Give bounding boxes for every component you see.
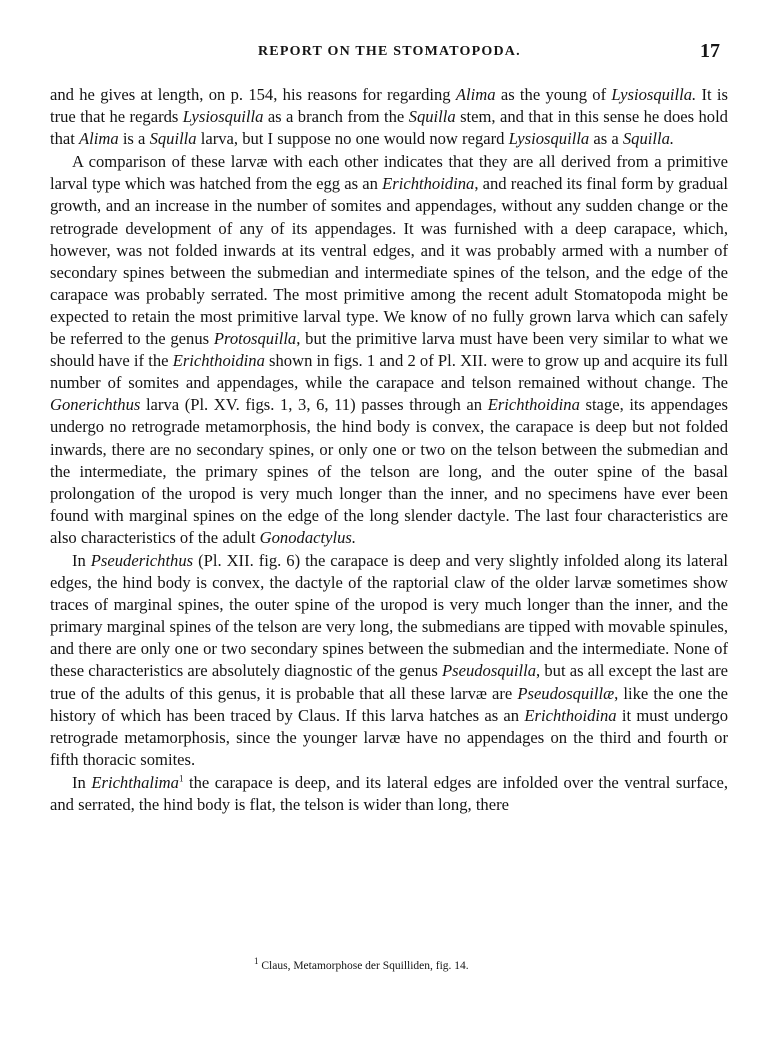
footnote-text: Claus, Metamorphose der Squilliden, fig. 14.: [258, 960, 469, 972]
italic-term: Gonerichthus: [50, 395, 141, 415]
text-run: In: [72, 772, 92, 792]
italic-term: Erichthoidina: [524, 705, 617, 725]
text-run: A comparison of these larvæ with each other indicates that they are all derived from a primitive larval type which was hatched from the egg as an: [50, 152, 728, 194]
italic-term: Erichthoidina: [382, 174, 475, 194]
text-run: larva (Pl. XV. figs. 1, 3, 6, 11) passes through an: [140, 395, 488, 415]
italic-term: Lysiosquilla: [508, 129, 590, 149]
text-run: larva, but I suppose no one would now regard: [196, 129, 509, 149]
italic-term: Pseuderichthus: [90, 550, 194, 570]
footnote-marker: 1: [254, 956, 259, 967]
text-run: , like the one the history of which has been traced by Claus. If this larva hatches as an: [50, 683, 728, 725]
text-run: as a branch from the: [263, 107, 409, 127]
italic-term: Lysiosquilla.: [611, 85, 697, 104]
text-run: is a: [118, 129, 150, 149]
text-run: (Pl. XII. fig. 6) the carapace is deep and very slightly infolded along its lateral edges, the hind body is convex, the dactyle of the raptorial claw of the older larvæ sometimes show traces of marginal spines, the outer spine of the uropod is very much longer than the inner, and the primary marginal spines of the telson are very long, the submedians are tipped with movable spinules, and there are only one or two secondary spines between the submedian and the intermediate. None of these characteristics are absolutely diagnostic of the genus: [50, 550, 728, 681]
paragraph: [50, 550, 728, 771]
text-run: , but the primitive larva must have been very similar to what we should have if the: [50, 329, 728, 371]
italic-term: Lysiosquilla: [182, 107, 264, 127]
italic-term: Pseudosquillæ: [517, 683, 615, 703]
running-title: REPORT ON THE STOMATOPODA.: [258, 44, 521, 59]
text-run: In: [72, 550, 91, 570]
text-run: the carapace is deep, and its lateral edges are infolded over the ventral surface, and serrated, the hind body is flat, the telson is wider than long, there: [50, 772, 728, 814]
paragraph: [50, 151, 728, 549]
text-run: It is true that he regards: [50, 85, 728, 127]
italic-term: Alima: [79, 129, 119, 149]
text-run: as the young of: [495, 85, 612, 104]
paragraph: [50, 84, 728, 150]
italic-term: Squilla: [408, 107, 456, 127]
text-run: , and reached its final form by gradual growth, and an increase in the number of somites and appendages, without any sudden change or the retrograde development of any of its appendages. It was furnished with a deep carapace, which, however, was not folded inwards at its ventral edges, and it was probably armed with a number of secondary spines between the submedian and intermediate spines of the telson, and the edge of the carapace was probably serrated. The most primitive among the recent adult Stomatopoda might be expected to retain the most primitive larval type. We know of no fully grown larva which can safely be referred to the genus: [50, 174, 728, 349]
italic-term: Alima: [455, 85, 496, 104]
body-text: [50, 84, 728, 816]
italic-term: Protosquilla: [213, 329, 297, 349]
page-header: [0, 42, 776, 68]
italic-term: Squilla.: [622, 129, 675, 149]
footnote-reference: 1: [178, 773, 184, 784]
text-run: and he gives at length, on p. 154, his reasons for regarding: [50, 85, 456, 104]
text-run: , but as all except the last are true of the adults of this genus, it is probable that all these larvæ are: [50, 661, 729, 703]
text-run: shown in figs. 1 and 2 of Pl. XII. were to grow up and acquire its full number of somites and appendages, while the carapace and telson remained without change. The: [50, 351, 728, 393]
text-run: as a: [589, 129, 623, 149]
italic-term: Gonodactylus.: [259, 527, 356, 547]
paragraph: [50, 772, 728, 816]
footnote: [254, 956, 469, 972]
text-run: stem, and that in this sense he does hold that: [50, 107, 728, 149]
italic-term: Squilla: [149, 129, 197, 149]
italic-term: Erichthoidina: [487, 395, 580, 415]
italic-term: Erichthalima: [91, 772, 179, 792]
page-number: 17: [700, 40, 720, 62]
text-run: stage, its appendages undergo no retrograde metamorphosis, the hind body is convex, the carapace is deep but not folded inwards, there are no secondary spines, or only one or two on the telson between the submedian and the intermediate, the primary spines of the telson are long, and the outer spine of the basal prolongation of the uropod is very much longer than the inner, and no specimens have ever been found with marginal spines on the edge of the long slender dactyle. The last four characteristics are also characteristics of the adult: [50, 395, 728, 547]
italic-term: Erichthoidina: [172, 351, 265, 371]
italic-term: Pseudosquilla: [442, 661, 537, 681]
text-run: it must undergo retrograde metamorphosis, since the younger larvæ have no appendages on the third and fourth or fifth thoracic somites.: [50, 705, 728, 769]
